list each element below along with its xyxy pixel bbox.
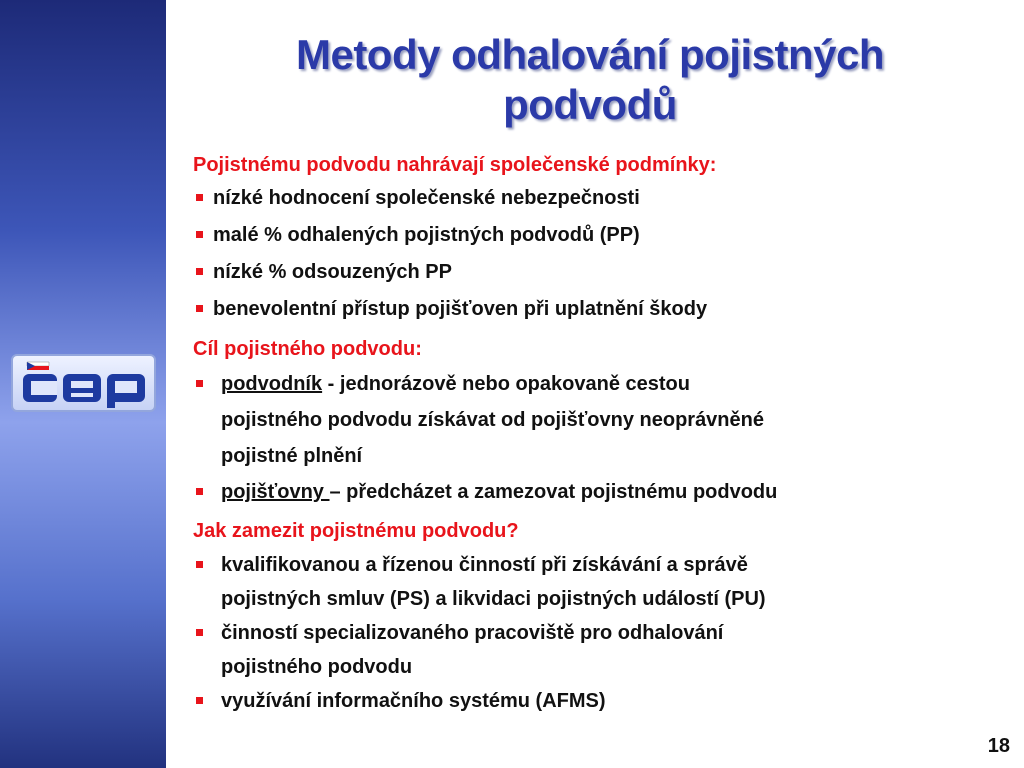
list-item <box>193 254 993 290</box>
cap-logo-graphic <box>13 356 154 410</box>
list-item-text: – předcházet a zamezovat pojistnému podvodu <box>329 481 778 503</box>
section-heading: Pojistnému podvodu nahrávají společenské podmínky: <box>193 154 717 176</box>
list-item-continuation: pojistného podvodu <box>221 656 413 678</box>
term-podvodnik: podvodník <box>221 373 323 395</box>
list-item-continuation: pojistného podvodu získávat od pojišťovny neoprávněné <box>221 409 764 431</box>
list-item <box>193 616 993 684</box>
section-heading: Cíl pojistného podvodu: <box>193 338 422 360</box>
list-item-text: činností specializovaného pracoviště pro odhalování <box>221 622 724 644</box>
list-item-text: - jednorázově nebo opakovaně cestou <box>322 373 690 395</box>
bullet-icon <box>196 231 203 238</box>
bullet-icon <box>196 194 203 201</box>
bullet-icon <box>196 561 203 568</box>
list-item <box>193 216 993 254</box>
list-item <box>193 366 993 474</box>
bullet-icon <box>196 380 203 387</box>
section-heading: Jak zamezit pojistnému podvodu? <box>193 520 519 542</box>
sidebar-gradient <box>0 0 166 768</box>
list-item-text: nízké % odsouzených PP <box>213 261 452 283</box>
list-item-text: kvalifikovanou a řízenou činností při získávání a správě <box>221 554 748 576</box>
bullet-icon <box>196 697 203 704</box>
list-item <box>193 474 993 510</box>
bullet-list <box>193 366 993 510</box>
list-item-text: využívání informačního systému (AFMS) <box>221 690 606 712</box>
bullet-icon <box>196 305 203 312</box>
bullet-list <box>193 548 993 718</box>
bullet-icon <box>196 488 203 495</box>
slide-title: Metody odhalování pojistných podvodů <box>295 31 885 128</box>
list-item <box>193 290 993 328</box>
list-item-text: benevolentní přístup pojišťoven při uplatnění škody <box>213 298 708 320</box>
cap-logo <box>11 354 156 412</box>
slide-content <box>193 150 993 718</box>
bullet-icon <box>196 268 203 275</box>
list-item-text: malé % odhalených pojistných podvodů (PP) <box>213 224 640 246</box>
list-item-text: nízké hodnocení společenské nebezpečnosti <box>213 187 640 209</box>
list-item <box>193 684 993 718</box>
list-item <box>193 548 993 616</box>
bullet-list <box>193 180 993 328</box>
term-pojistovny: pojišťovny <box>221 481 330 503</box>
list-item <box>193 180 993 216</box>
page-number: 18 <box>987 735 1010 757</box>
list-item-continuation: pojistných smluv (PS) a likvidaci pojistných událostí (PU) <box>221 588 766 610</box>
list-item-continuation: pojistné plnění <box>221 445 363 467</box>
bullet-icon <box>196 629 203 636</box>
